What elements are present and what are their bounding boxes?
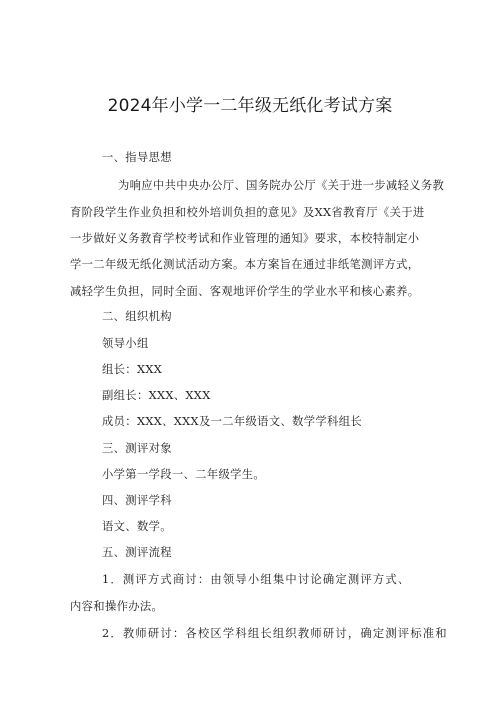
deputy-leader-line: 副组长：XXX、XXX xyxy=(102,389,211,402)
paragraph-line: 减轻学生负担，同时全面、客观地评价学生的学业水平和核心素养。 xyxy=(70,285,420,298)
section-heading-subjects: 四、测评学科 xyxy=(102,494,172,507)
leading-group-label: 领导小组 xyxy=(102,337,149,350)
section-heading-process: 五、测评流程 xyxy=(102,546,172,559)
group-leader-line: 组长：XXX xyxy=(102,363,163,376)
section-heading-guiding-ideology: 一、指导思想 xyxy=(102,151,172,164)
document-title: 2024年小学一二年级无纸化考试方案 xyxy=(107,96,393,116)
process-step-1-continued: 内容和操作办法。 xyxy=(70,600,164,613)
section-heading-target: 三、测评对象 xyxy=(102,442,172,455)
process-step-1-line: 1．测评方式商讨：由领导小组集中讨论确定测评方式、 xyxy=(102,573,411,586)
paragraph-line: 一步做好义务教育学校考试和作业管理的通知》要求，本校特制定小 xyxy=(70,232,420,245)
paragraph-line: 育阶段学生作业负担和校外培训负担的意见》及XX省教育厅《关于进 xyxy=(70,206,425,219)
paragraph-line: 学一二年级无纸化测试活动方案。本方案旨在通过非纸笔测评方式， xyxy=(70,258,420,271)
section-heading-organization: 二、组织机构 xyxy=(102,310,172,323)
target-line: 小学第一学段一、二年级学生。 xyxy=(102,468,266,481)
members-line: 成员：XXX、XXX及一二年级语文、数学学科组长 xyxy=(102,415,362,428)
subjects-line: 语文、数学。 xyxy=(102,520,172,533)
process-step-2-line: 2．教师研讨：各校区学科组长组织教师研讨，确定测评标准和 xyxy=(102,627,448,640)
paragraph-line: 为响应中共中央办公厅、国务院办公厅《关于进一步减轻义务教 xyxy=(118,179,445,192)
